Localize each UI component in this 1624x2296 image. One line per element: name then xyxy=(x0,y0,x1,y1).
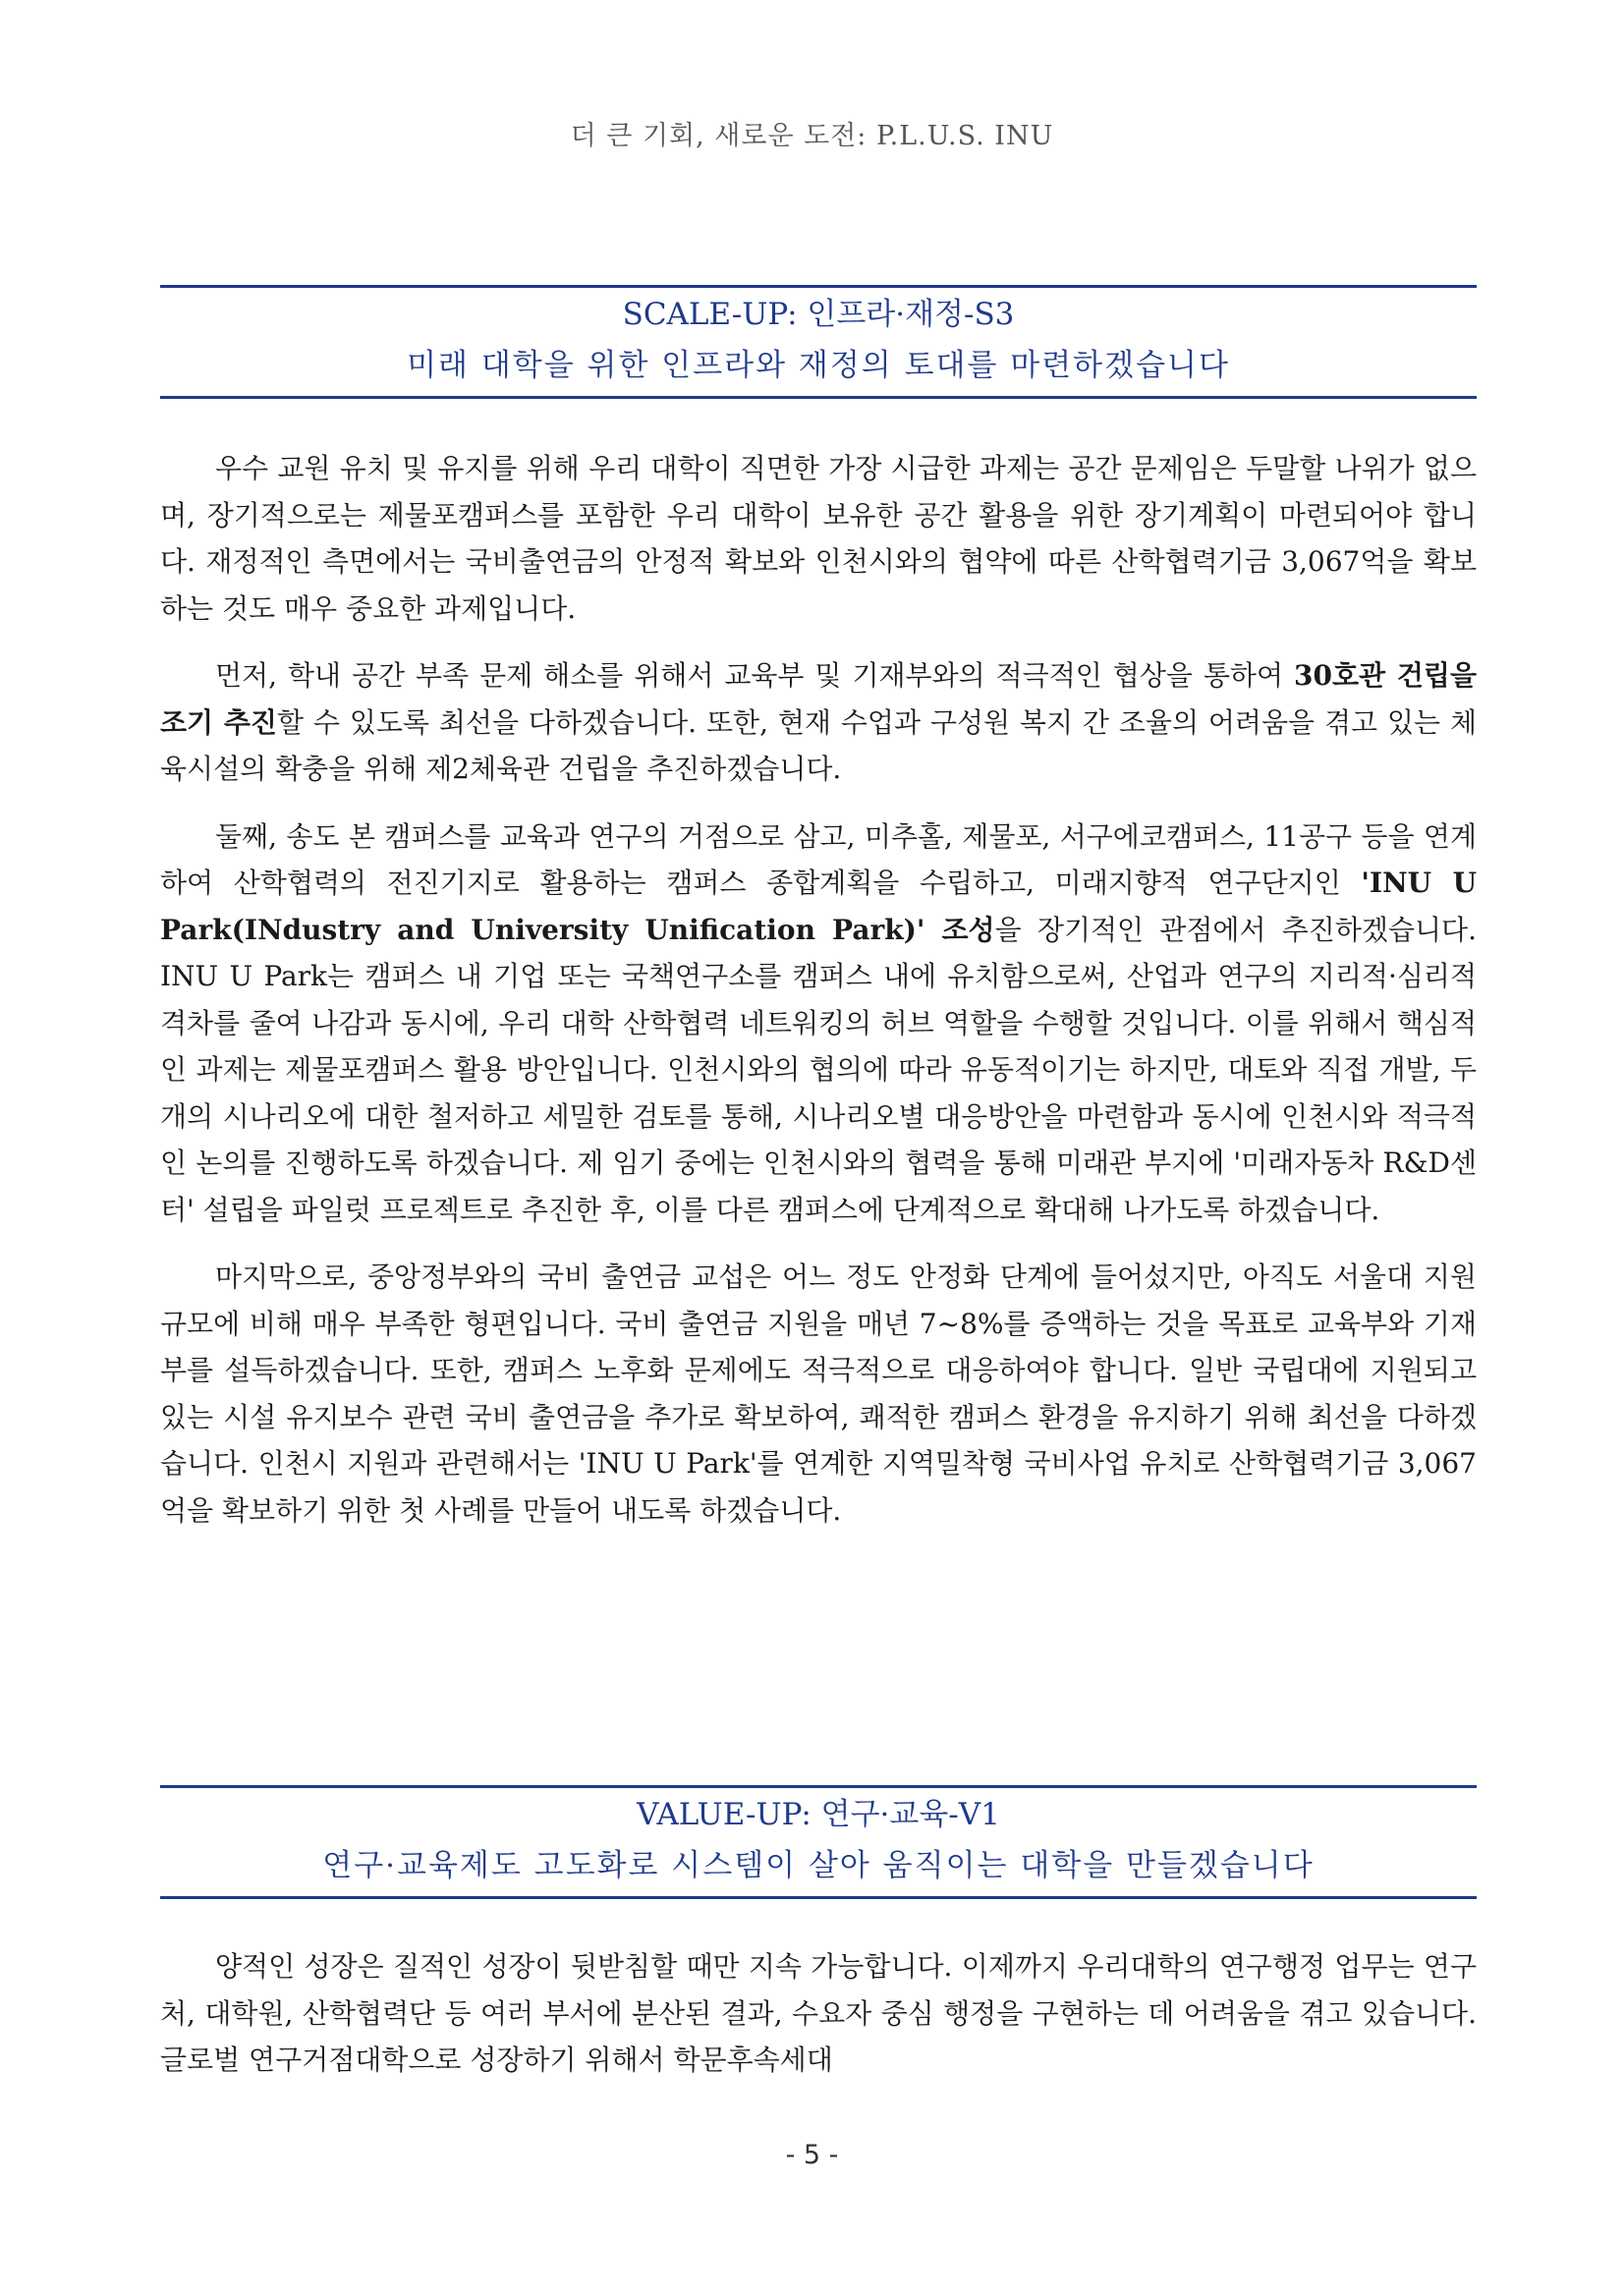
running-header: 더 큰 기회, 새로운 도전: P.L.U.S. INU xyxy=(570,121,1054,151)
emphasis-text: 30호관 건립을 조기 추진 xyxy=(160,659,1477,739)
section-subtitle: 미래 대학을 위한 인프라와 재정의 토대를 마련하겠습니다 xyxy=(407,348,1230,383)
paragraph xyxy=(160,813,1477,1234)
paragraph: 양적인 성장은 질적인 성장이 뒷받침할 때만 지속 가능합니다. 이제까지 우리대학의 연구행정 업무는 연구처, 대학원, 산학협력단 등 여러 부서에 분산된 결과, 수요자 중심 행정을 구현하는 데 어려움을 겪고 있습니다. 글로벌 연구거점대학으로 성장하기 위해서 학문후속세대 xyxy=(160,1950,1477,2076)
section-heading-scale-up xyxy=(160,285,1477,399)
section-subtitle: 연구·교육제도 고도화로 시스템이 살아 움직이는 대학을 만들겠습니다 xyxy=(322,1848,1315,1883)
paragraph-rest: 할 수 있도록 최선을 다하겠습니다. 또한, 현재 수업과 구성원 복지 간 조율의 어려움을 겪고 있는 체육시설의 확충을 위해 제2체육관 건립을 추진하겠습니다. xyxy=(160,705,1477,785)
section-title: VALUE-UP: 연구·교육-V1 xyxy=(637,1797,1000,1832)
paragraph: 우수 교원 유치 및 유지를 위해 우리 대학이 직면한 가장 시급한 과제는 공간 문제임은 두말할 나위가 없으며, 장기적으로는 제물포캠퍼스를 포함한 우리 대학이 보유한 공간 활용을 위한 장기계획이 마련되어야 합니다. 재정적인 측면에서는 국비출연금의 안정적 확보와 인천시와의 협약에 따른 산학협력기금 3,067억을 확보하는 것도 매우 중요한 과제입니다. xyxy=(160,452,1477,625)
section-heading-value-up xyxy=(160,1785,1477,1899)
emphasis-text: 'INU U Park(INdustry and University Unification Park)' 조성 xyxy=(160,867,1477,946)
paragraph-lead: 둘째, 송도 본 캠퍼스를 교육과 연구의 거점으로 삼고, 미추홀, 제물포, 서구에코캠퍼스, 11공구 등을 연계하여 산학협력의 전진기지로 활용하는 캠퍼스 종합계획을 수립하고, 미래지향적 연구단지인 xyxy=(160,819,1477,899)
page-number: - 5 - xyxy=(785,2140,839,2170)
section-title: SCALE-UP: 인프라·재정-S3 xyxy=(622,297,1015,332)
paragraph-lead: 먼저, 학내 공간 부족 문제 해소를 위해서 교육부 및 기재부와의 적극적인 협상을 통하여 xyxy=(215,659,1294,692)
paragraph xyxy=(160,652,1477,793)
section-body-scale-up xyxy=(160,445,1477,1554)
paragraph-rest: 을 장기적인 관점에서 추진하겠습니다. INU U Park는 캠퍼스 내 기업 또는 국책연구소를 캠퍼스 내에 유치함으로써, 산업과 연구의 지리적·심리적 격차를 줄여 나감과 동시에, 우리 대학 산학협력 네트워킹의 허브 역할을 수행할 것입니다. 이를 위해서 핵심적인 과제는 제물포캠퍼스 활용 방안입니다. 인천시와의 협의에 따라 유동적이기는 하지만, 대토와 직접 개발, 두 개의 시나리오에 대한 철저하고 세밀한 검토를 통해, 시나리오별 대응방안을 마련함과 동시에 인천시와 적극적인 논의를 진행하도록 하겠습니다. 제 임기 중에는 인천시와의 협력을 통해 미래관 부지에 '미래자동차 R&D센터' 설립을 파일럿 프로젝트로 추진한 후, 이를 다른 캠퍼스에 단계적으로 확대해 나가도록 하겠습니다. xyxy=(160,913,1477,1226)
section-body-value-up xyxy=(160,1943,1477,2104)
paragraph: 마지막으로, 중앙정부와의 국비 출연금 교섭은 어느 정도 안정화 단계에 들어섰지만, 아직도 서울대 지원 규모에 비해 매우 부족한 형편입니다. 국비 출연금 지원을 매년 7~8%를 증액하는 것을 목표로 교육부와 기재부를 설득하겠습니다. 또한, 캠퍼스 노후화 문제에도 적극적으로 대응하여야 합니다. 일반 국립대에 지원되고 있는 시설 유지보수 관련 국비 출연금을 추가로 확보하여, 쾌적한 캠퍼스 환경을 유지하기 위해 최선을 다하겠습니다. 인천시 지원과 관련해서는 'INU U Park'를 연계한 지역밀착형 국비사업 유치로 산학협력기금 3,067억을 확보하기 위한 첫 사례를 만들어 내도록 하겠습니다. xyxy=(160,1260,1477,1527)
